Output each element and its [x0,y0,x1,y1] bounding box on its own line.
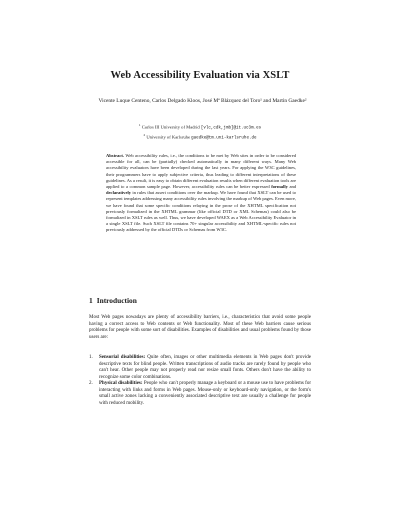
author-list: Vicente Luque Centeno, Carlos Delgado Kloos, José Mª Blázquez del Toro¹ and Martin Gaedke² [98,98,307,104]
affiliation-name: Carlos III University of Madrid [141,124,200,130]
section-number: 1 [89,296,93,305]
list-item-number: 2. [89,381,93,386]
list-item [89,355,311,381]
abstract [106,153,296,233]
list-item [89,381,311,407]
abstract-label: Abstract. [106,153,125,158]
abstract-text: in rules that assert conditions over the markup. We have found that XSLT can be used to represent templates addressing many accessibility rules involving the markup of Web pages. Even more, we have found that some specific conditions relaying in the prose of the XHTML specification not previously formalized in the XHTML grammar (like official DTD or XML Schemas) could also be formalized in XSLT rules as well. Thus, we have developed WAEX as a Web Accessibility Evaluator in a single XSLT file. Such XSLT file contains 70+ singular accessibility and XHTML-specific rules not previously addressed by the official DTDs or Schemas from W3C. [106,190,296,233]
list-item-term: Sensorial disabilities: [99,355,146,360]
affiliation-email: gaedke@tm.uni-karlsruhe.de [191,136,257,141]
disability-list [89,355,311,407]
list-item-text: Quite often, images or other multimedia elements in Web pages don't provide descriptive texts for blind people. Written transcriptions of audio tracks are rarely found by people who can't hear. Other people may not properly read nor resize small fonts. Others don't have the ability to recognize some color combinations. [99,355,311,380]
abstract-text: and [289,183,297,189]
section-heading [89,296,137,305]
abstract-keyword: declaratively [106,190,131,196]
abstract-text: Web accessibility rules, i.e., the conditions to be met by Web sites in order to be considered accessible for all, can be (partially) checked automatically in many different ways. Many Web accessibility evaluators have been developed during the last years. For applying the W3C guidelines, their programmers have to apply subjective criteria, thus leading to different interpretations of these guidelines. As a result, it is easy to obtain different evaluation results when different evaluation tools are applied to a common sample page. However, accessibility rules can be better expressed [106,153,296,189]
affiliation-email: [vlc,cdk,jmb]@it.uc3m.es [200,126,262,131]
affiliation-1 [0,122,400,132]
affiliation-2 [0,132,400,142]
list-item-number: 1. [89,355,93,360]
affiliations [0,122,400,142]
affiliation-mark: 1 [138,123,141,127]
affiliation-mark: 2 [143,132,146,137]
paper-title: Web Accessibility Evaluation via XSLT [110,70,290,81]
intro-paragraph: Most Web pages nowadays are plenty of accessibility barriers, i.e., characteristics that avoid some people having a correct access to Web contents or Web functionality. Most of these Web barriers cause serious problems for people with some sort of disabilities. Examples of disabilities and usual problems found by those users are: [89,315,311,340]
list-item-term: Physical disabilities: [99,381,143,386]
affiliation-name: University of Karlsruhe [146,134,190,140]
abstract-keyword: formally [271,183,288,189]
section-title: Introduction [96,296,137,305]
list-item-text: People who can't properly manage a keyboard or a mouse use to have problems for interacting with links and forms in Web pages. Mouse-only or keyboard-only navigation, or the form's small active zones lacking a conveniently associated descriptive text are usually a challenge for people with reduced mobility. [99,381,311,406]
